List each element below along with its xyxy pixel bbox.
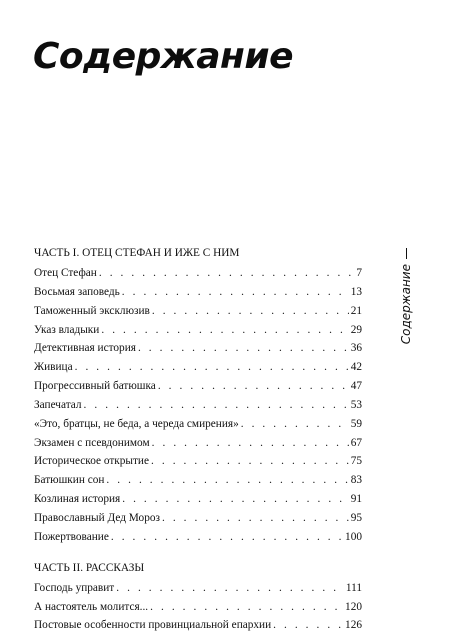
- toc-entry[interactable]: [34, 434, 362, 453]
- part-2: [34, 559, 362, 635]
- dot-leader: [152, 434, 349, 453]
- toc-entry[interactable]: [34, 321, 362, 340]
- dot-leader: [151, 452, 349, 471]
- page-number: 111: [345, 581, 362, 594]
- entry-title: Пожертвование: [34, 530, 109, 543]
- toc-entry[interactable]: [34, 283, 362, 302]
- dot-leader: [122, 490, 348, 509]
- page-number: 42: [350, 361, 362, 374]
- entry-list: [34, 264, 362, 547]
- dot-leader: [101, 321, 348, 340]
- page-number: 95: [350, 511, 362, 524]
- dot-leader: [75, 358, 349, 377]
- page-number: 21: [350, 304, 362, 317]
- page-number: 59: [350, 417, 362, 430]
- dot-leader: [122, 283, 349, 302]
- page-number: 75: [350, 455, 362, 468]
- page-number: 13: [350, 285, 362, 298]
- toc-entry[interactable]: [34, 490, 362, 509]
- entry-title: Живица: [34, 361, 73, 374]
- toc-entry[interactable]: [34, 396, 362, 415]
- dot-leader: [150, 598, 343, 617]
- dot-leader: [106, 471, 348, 490]
- page-title: Содержание: [33, 36, 294, 78]
- part-heading: ЧАСТЬ I. ОТЕЦ СТЕФАН И ИЖЕ С НИМ: [34, 247, 240, 259]
- page-number: 7: [356, 267, 362, 279]
- dot-leader: [84, 396, 349, 415]
- running-head: [396, 248, 416, 345]
- toc-entry[interactable]: [34, 358, 362, 377]
- entry-list: [34, 579, 362, 635]
- dot-leader: [111, 528, 343, 547]
- page-number: 120: [345, 600, 362, 613]
- dot-leader: [116, 579, 344, 598]
- toc-entry[interactable]: [34, 452, 362, 471]
- page-number: 100: [345, 530, 362, 543]
- entry-title: Отец Стефан: [34, 267, 97, 279]
- page-number: 91: [350, 493, 362, 506]
- toc-entry[interactable]: [34, 264, 362, 283]
- entry-title: Батюшкин сон: [34, 474, 105, 487]
- part-1: [34, 244, 362, 547]
- dot-leader: [158, 377, 349, 396]
- dot-leader: [152, 302, 349, 321]
- toc-entry[interactable]: [34, 339, 362, 358]
- toc-entry[interactable]: [34, 509, 362, 528]
- toc-entry[interactable]: [34, 528, 362, 547]
- toc-entry[interactable]: [34, 598, 362, 617]
- entry-title: А настоятель молится...: [34, 600, 149, 613]
- section-spacer: [34, 547, 362, 559]
- page-number: 47: [350, 380, 362, 393]
- toc-entry[interactable]: [34, 377, 362, 396]
- running-head-rule: [406, 248, 407, 259]
- entry-title: Историческое открытие: [34, 455, 149, 468]
- entry-title: Козлиная история: [34, 493, 121, 506]
- entry-title: Экзамен с псевдонимом: [34, 436, 150, 449]
- page-number: 53: [350, 398, 362, 411]
- page-number: 29: [350, 323, 362, 336]
- dot-leader: [162, 509, 349, 528]
- page-number: 126: [345, 619, 362, 632]
- dot-leader: [99, 264, 355, 283]
- toc-entry[interactable]: [34, 579, 362, 598]
- table-of-contents: [34, 244, 362, 635]
- page-number: 83: [350, 474, 362, 487]
- page-number: 36: [350, 342, 362, 355]
- entry-title: «Это, братцы, не беда, а череда смирения»: [34, 417, 239, 430]
- entry-title: Указ владыки: [34, 323, 100, 336]
- dot-leader: [241, 415, 349, 434]
- toc-entry[interactable]: [34, 471, 362, 490]
- entry-title: Господь управит: [34, 581, 115, 594]
- entry-title: Восьмая заповедь: [34, 285, 120, 298]
- entry-title: Запечатал: [34, 398, 82, 411]
- entry-title: Прогрессивный батюшка: [34, 380, 156, 393]
- running-head-text: Содержание: [399, 264, 413, 345]
- entry-title: Православный Дед Мороз: [34, 511, 160, 524]
- toc-entry[interactable]: [34, 302, 362, 321]
- toc-entry[interactable]: [34, 415, 362, 434]
- page-number: 67: [350, 436, 362, 449]
- entry-title: Детективная история: [34, 342, 136, 355]
- dot-leader: [138, 339, 349, 358]
- entry-title: Постовые особенности провинциальной епархии: [34, 619, 272, 632]
- entry-title: Таможенный эксклюзив: [34, 304, 150, 317]
- part-heading: ЧАСТЬ II. РАССКАЗЫ: [34, 561, 145, 574]
